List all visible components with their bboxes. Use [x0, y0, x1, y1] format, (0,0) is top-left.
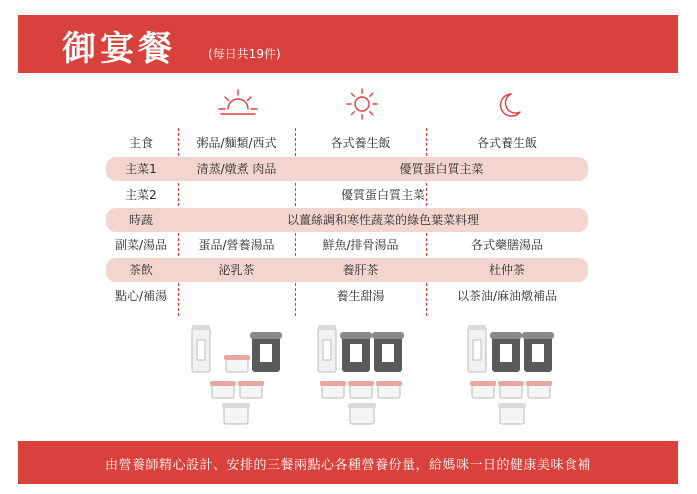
footer-banner — [18, 441, 678, 484]
breakfast-cell: 粥品/麵類/西式 — [196, 136, 277, 150]
row-label: 主菜1 — [125, 162, 157, 176]
all-meals-cell: 以薑絲調和寒性蔬菜的綠色葉菜料理 — [286, 213, 479, 227]
table-row-staple — [106, 131, 588, 155]
row-label: 副菜/湯品 — [114, 238, 168, 252]
footer-text: 由營養師精心設計、安排的三餐兩點心各種營養份量，給媽咪一日的健康美味食補 — [104, 458, 591, 473]
lunch-containers-illustration — [312, 320, 412, 430]
lunch-cell: 養生甜湯 — [336, 289, 385, 303]
lunch-cell: 各式養生飯 — [330, 136, 391, 150]
all-meals-cell: 優質蛋白質主菜 — [340, 188, 425, 202]
breakfast-cell: 泌乳茶 — [218, 263, 255, 277]
dinner-containers-illustration — [462, 320, 562, 430]
breakfast-cell: 清蒸/燉煮 肉品 — [196, 162, 277, 176]
dinner-cell: 各式養生飯 — [476, 136, 537, 150]
page-title: 御宴餐 — [62, 29, 176, 69]
row-label: 點心/補湯 — [114, 289, 168, 303]
breakfast-containers-illustration — [186, 320, 286, 430]
lunch-cell: 養肝茶 — [342, 263, 379, 277]
sunrise-icon — [217, 88, 259, 118]
table-row-side-soup — [106, 233, 588, 257]
table-row-snack — [106, 284, 588, 308]
page-subtitle: (每日共19件) — [208, 47, 281, 61]
dinner-cell: 杜仲茶 — [488, 263, 525, 277]
dinner-cell: 以茶油/麻油燉補品 — [456, 289, 558, 303]
lunch-cell: 鮮魚/排骨湯品 — [322, 238, 399, 252]
lunch-dinner-cell: 優質蛋白質主菜 — [399, 162, 484, 176]
moon-icon — [497, 91, 523, 119]
dinner-cell: 各式藥膳湯品 — [470, 238, 543, 252]
breakfast-cell: 蛋品/營養湯品 — [198, 238, 275, 252]
header-banner — [18, 15, 678, 73]
sun-icon — [345, 87, 379, 121]
row-label: 主菜2 — [125, 188, 157, 202]
table-row-tea — [106, 258, 588, 282]
row-label: 茶飲 — [128, 263, 153, 277]
table-row-main-dish-1 — [106, 157, 588, 181]
table-row-vegetables — [106, 208, 588, 232]
row-label: 時蔬 — [128, 213, 153, 227]
table-row-main-dish-2 — [106, 183, 588, 207]
row-label: 主食 — [128, 136, 153, 150]
